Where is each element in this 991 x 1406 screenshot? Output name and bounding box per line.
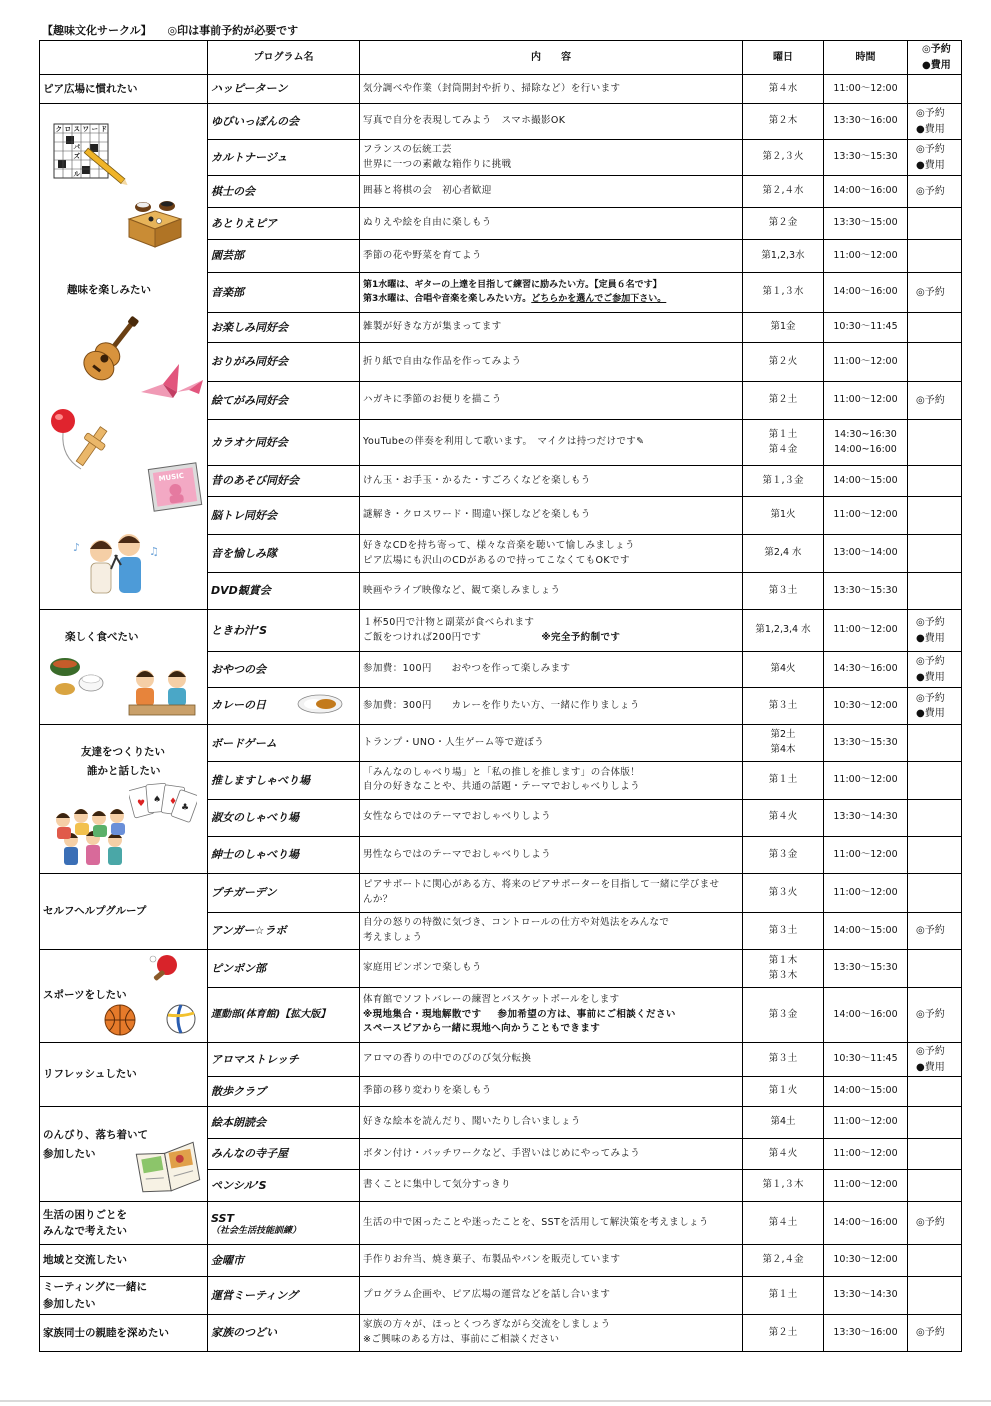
svg-text:♣: ♣: [181, 803, 190, 813]
program-name: 散歩クラブ: [208, 1077, 360, 1107]
go-board-illustration: [123, 197, 185, 255]
content-cell: 参加費：100円 おやつを作って楽しみます: [360, 652, 743, 688]
content-cell: 生活の中で困ったことや迷ったことを、SSTを活用して解決策を考えましょう: [360, 1202, 743, 1245]
category-cell: セルフヘルプグループ: [40, 874, 208, 950]
time-cell: 13:30～15:00: [824, 208, 908, 240]
svg-text:♠: ♠: [153, 795, 162, 805]
day-cell: 第３金: [743, 988, 824, 1043]
svg-text:ル: ル: [73, 169, 80, 178]
time-cell: 11:00～12:00: [824, 1107, 908, 1139]
program-name: カラオケ同好会: [208, 420, 360, 466]
note-cell: [908, 762, 962, 799]
day-cell: 第1火: [743, 497, 824, 535]
program-name: ゆびいっぽんの会: [208, 104, 360, 140]
table-row: [40, 950, 962, 988]
day-cell: 第２土: [743, 1315, 824, 1352]
time-cell: 10:30～11:45: [824, 313, 908, 343]
content-cell: 家庭用ピンポンで楽しもう: [360, 950, 743, 988]
day-cell: 第２,４金: [743, 1245, 824, 1277]
note-cell: [908, 1077, 962, 1107]
note-cell: ◎予約 ●費用: [908, 652, 962, 688]
note-cell: [908, 313, 962, 343]
time-cell: 13:30～15:30: [824, 725, 908, 762]
content-cell: 好きな絵本を読んだり、聞いたりし合いましょう: [360, 1107, 743, 1139]
svg-text:♥: ♥: [137, 799, 146, 809]
kendama-illustration: [47, 407, 117, 487]
time-cell: 14:00～15:00: [824, 1077, 908, 1107]
note-cell: [908, 240, 962, 273]
program-name: 音を愉しみ隊: [208, 535, 360, 573]
day-cell: 第１土: [743, 762, 824, 799]
category-cell: ミーティングに一緒に 参加したい: [40, 1277, 208, 1315]
note-cell: ◎予約: [908, 273, 962, 313]
program-name: 運営ミーティング: [208, 1277, 360, 1315]
day-cell: 第2,4 水: [743, 535, 824, 573]
day-header: 曜日: [743, 41, 824, 75]
note-cell: ◎予約: [908, 1315, 962, 1352]
program-header: プログラム名: [208, 41, 360, 75]
note-cell: ◎予約: [908, 176, 962, 208]
note-cell: [908, 573, 962, 610]
content-cell: プログラム企画や、ピア広場の運営などを話し合います: [360, 1277, 743, 1315]
time-cell: 14:00～16:00: [824, 1202, 908, 1245]
time-cell: 13:00～14:00: [824, 535, 908, 573]
note-cell: [908, 950, 962, 988]
time-cell: 14:00～16:00: [824, 176, 908, 208]
program-name: 音楽部: [208, 273, 360, 313]
time-cell: 13:30～15:30: [824, 140, 908, 176]
svg-text:ス: ス: [73, 124, 80, 133]
note-cell: [908, 420, 962, 466]
note-cell: [908, 1139, 962, 1170]
day-cell: 第３金: [743, 836, 824, 873]
table-row: [40, 1245, 962, 1277]
program-name: カルトナージュ: [208, 140, 360, 176]
curry-plate-icon: [296, 692, 344, 719]
program-name: 脳トレ同好会: [208, 497, 360, 535]
category-cell: 地域と交流したい: [40, 1245, 208, 1277]
content-cell: 家族の方々が、ほっとくつろぎながら交流をしましょう ※ご興味のある方は、事前にご相談ください: [360, 1315, 743, 1352]
svg-text:ロ: ロ: [64, 124, 71, 133]
note-cell: ◎予約 ●費用: [908, 140, 962, 176]
program-name: 絵てがみ同好会: [208, 382, 360, 420]
time-cell: 11:00～12:00: [824, 382, 908, 420]
program-name: ピンポン部: [208, 950, 360, 988]
svg-text:♪: ♪: [73, 540, 81, 554]
volleyball-illustration: [165, 1003, 197, 1035]
svg-text:MUSIC: MUSIC: [158, 471, 185, 483]
program-name: ときわ汁’S: [208, 610, 360, 652]
time-cell: 11:00～12:00: [824, 343, 908, 382]
note-cell: [908, 1107, 962, 1139]
program-name: 昔のあそび同好会: [208, 466, 360, 497]
svg-text:ー: ー: [91, 124, 98, 133]
note-cell: ◎予約 ●費用: [908, 610, 962, 652]
time-cell: 11:00～12:00: [824, 75, 908, 104]
content-cell: ピアサポートに関心がある方、将来のピアサポーターを目指して一緒に学びませ んか？: [360, 874, 743, 913]
program-name: SST （社会生活技能訓練）: [208, 1202, 360, 1245]
day-cell: 第２,４水: [743, 176, 824, 208]
crossword-illustration: [52, 122, 132, 194]
day-cell: 第３土: [743, 913, 824, 950]
table-row: [40, 610, 962, 652]
category-cell: 楽しく食べたい: [40, 610, 208, 725]
pencil-icon: ✎: [636, 436, 645, 448]
content-cell: ボタン付け・パッチワークなど、手習いはじめにやってみよう: [360, 1139, 743, 1170]
day-cell: 第３土: [743, 688, 824, 725]
basketball-illustration: [103, 1003, 137, 1037]
time-cell: 11:00～12:00: [824, 762, 908, 799]
program-name: ボードゲーム: [208, 725, 360, 762]
time-cell: 11:00～12:00: [824, 497, 908, 535]
day-cell: 第３土: [743, 1043, 824, 1077]
day-cell: 第２火: [743, 343, 824, 382]
svg-text:ワ: ワ: [82, 124, 89, 133]
table-row: [40, 1315, 962, 1352]
time-cell: 11:00～12:00: [824, 874, 908, 913]
day-cell: 第２金: [743, 208, 824, 240]
program-name: プチガーデン: [208, 874, 360, 913]
music-cd-illustration: [147, 462, 203, 512]
time-cell: 11:00～12:00: [824, 240, 908, 273]
day-cell: 第１土: [743, 1277, 824, 1315]
program-name: 園芸部: [208, 240, 360, 273]
meal-illustration: [47, 651, 107, 701]
time-cell: 13:30～16:00: [824, 104, 908, 140]
table-row: [40, 1107, 962, 1139]
day-cell: 第２土: [743, 382, 824, 420]
day-cell: 第４水: [743, 75, 824, 104]
note-cell: [908, 836, 962, 873]
day-cell: 第4火: [743, 652, 824, 688]
content-cell: 自分の怒りの特徴に気づき、コントロールの仕方や対処法をみんなで 考えましょう: [360, 913, 743, 950]
time-cell: 13:30～15:30: [824, 950, 908, 988]
program-name: カレーの日: [208, 688, 360, 725]
day-cell: 第４火: [743, 799, 824, 836]
content-cell: 参加費：300円 カレーを作りたい方、一緒に作りましょう: [360, 688, 743, 725]
note-cell: ◎予約: [908, 382, 962, 420]
day-cell: 第３土: [743, 573, 824, 610]
program-name: お楽しみ同好会: [208, 313, 360, 343]
content-cell: 折り紙で自由な作品を作ってみよう: [360, 343, 743, 382]
category-cell: 家族同士の親睦を深めたい: [40, 1315, 208, 1352]
time-cell: 13:30～14:30: [824, 799, 908, 836]
program-name: 金曜市: [208, 1245, 360, 1277]
note-cell: [908, 208, 962, 240]
category-cell: ピア広場に慣れたい: [40, 75, 208, 104]
day-cell: 第４土: [743, 1202, 824, 1245]
content-cell: 手作りお弁当、焼き菓子、布製品やパンを販売しています: [360, 1245, 743, 1277]
content-cell: ぬりえや絵を自由に楽しもう: [360, 208, 743, 240]
category-cell: スポーツをしたい: [40, 950, 208, 1043]
content-cell: 謎解き・クロスワード・間違い探しなどを楽しもう: [360, 497, 743, 535]
table-row: [40, 1202, 962, 1245]
note-cell: [908, 1245, 962, 1277]
program-name: 家族のつどい: [208, 1315, 360, 1352]
program-name: おやつの会: [208, 652, 360, 688]
time-cell: 14:30~16:30 14:00~16:00: [824, 420, 908, 466]
note-cell: ◎予約: [908, 1202, 962, 1245]
time-cell: 10:30～11:45: [824, 1043, 908, 1077]
content-cell: YouTubeの伴奏を利用して歌います。 マイクは持つだけです✎: [360, 420, 743, 466]
program-name: 紳士のしゃべり場: [208, 836, 360, 873]
page-title: 【趣味文化サークル】: [42, 24, 152, 37]
time-cell: 14:30～16:00: [824, 652, 908, 688]
note-cell: ◎予約: [908, 988, 962, 1043]
time-header: 時間: [824, 41, 908, 75]
day-cell: 第３火: [743, 874, 824, 913]
time-cell: 14:00～16:00: [824, 273, 908, 313]
karaoke-singers-illustration: [71, 525, 163, 607]
content-header: 内 容: [360, 41, 743, 75]
program-name: みんなの寺子屋: [208, 1139, 360, 1170]
day-cell: 第１土 第４金: [743, 420, 824, 466]
time-cell: 10:30～12:00: [824, 688, 908, 725]
program-name: アンガー☆ラボ: [208, 913, 360, 950]
table-header-row: [40, 41, 962, 75]
note-header: ◎予約 ●費用: [908, 41, 962, 75]
content-cell: 第1水曜は、ギターの上達を目指して練習に励みたい方。【定員６名です】 第3水曜は、合唱や音楽を楽しみたい方。どちらかを選んでご参加下さい。: [360, 273, 743, 313]
content-cell: けん玉・お手玉・かるた・すごろくなどを楽しもう: [360, 466, 743, 497]
category-cell: のんびり、落ち着いて 参加したい: [40, 1107, 208, 1202]
program-name: 運動部(体育館)【拡大版】: [208, 988, 360, 1043]
table-row: [40, 1277, 962, 1315]
picture-book-illustration: [135, 1139, 201, 1195]
note-cell: [908, 799, 962, 836]
category-cell: 友達をつくりたい 誰かと話したい ♥ ♠ ♦ ♣: [40, 725, 208, 874]
day-cell: 第２木: [743, 104, 824, 140]
category-header: [40, 41, 208, 75]
content-cell: 季節の花や野菜を育てよう: [360, 240, 743, 273]
note-cell: [908, 1170, 962, 1202]
day-cell: 第１,３金: [743, 466, 824, 497]
page-note: ◎印は事前予約が必要です: [167, 24, 299, 37]
program-name: ペンシル’S: [208, 1170, 360, 1202]
svg-text:ズ: ズ: [73, 151, 80, 160]
note-cell: [908, 343, 962, 382]
content-cell: トランプ・UNO・人生ゲーム等で遊ぼう: [360, 725, 743, 762]
table-row: [40, 75, 962, 104]
note-cell: ◎予約: [908, 913, 962, 950]
content-cell: 女性ならではのテーマでおしゃべりしよう: [360, 799, 743, 836]
paper-crane-illustration: [139, 362, 205, 406]
table-row: [40, 874, 962, 913]
table-row: [40, 725, 962, 762]
day-cell: 第１木 第３木: [743, 950, 824, 988]
content-cell: 体育館でソフトバレーの練習とバスケットボールをします ※現地集合・現地解散です 参加希望の方は、事前にご相談ください スペースピアから一緒に現地へ向かうこともできます: [360, 988, 743, 1043]
note-cell: [908, 497, 962, 535]
content-cell: 好きなCDを持ち寄って、様々な音楽を聴いて愉しみましょう ピア広場にも沢山のCDがあるので持ってこなくてもOKです: [360, 535, 743, 573]
program-name: 絵本朗読会: [208, 1107, 360, 1139]
program-name: DVD観賞会: [208, 573, 360, 610]
content-cell: 書くことに集中して気分すっきり: [360, 1170, 743, 1202]
time-cell: 14:00～15:00: [824, 913, 908, 950]
time-cell: 11:00～12:00: [824, 836, 908, 873]
category-cell: リフレッシュしたい: [40, 1043, 208, 1107]
category-cell: ク ロ ス ワ ー ド パ ズ ル MUSIC ♪ ♫ 趣味を楽しみたい: [40, 104, 208, 610]
time-cell: 14:00～15:00: [824, 466, 908, 497]
content-cell: 囲碁と将棋の会 初心者歓迎: [360, 176, 743, 208]
time-cell: 11:00～12:00: [824, 1170, 908, 1202]
content-cell: フランスの伝統工芸 世界に一つの素敵な箱作りに挑戦: [360, 140, 743, 176]
content-cell: 映画やライブ映像など、観て楽しみましょう: [360, 573, 743, 610]
guitar-illustration: [83, 312, 141, 384]
page-header: [42, 22, 298, 38]
table-row: [40, 104, 962, 140]
time-cell: 10:30～12:00: [824, 1245, 908, 1277]
day-cell: 第2土 第4木: [743, 725, 824, 762]
content-cell: 写真で自分を表現してみよう スマホ撮影OK: [360, 104, 743, 140]
content-cell: 季節の移り変わりを楽しもう: [360, 1077, 743, 1107]
note-cell: [908, 75, 962, 104]
content-cell: ハガキに季節のお便りを描こう: [360, 382, 743, 420]
note-cell: ◎予約 ●費用: [908, 104, 962, 140]
content-cell: アロマの香りの中でのびのび気分転換: [360, 1043, 743, 1077]
time-cell: 13:30～14:30: [824, 1277, 908, 1315]
day-cell: 第1,2,3水: [743, 240, 824, 273]
content-cell: 「みんなのしゃべり場」と「私の推しを推します」の合体版！ 自分の好きなことや、共通の話題・テーマでおしゃべりしよう: [360, 762, 743, 799]
svg-text:♫: ♫: [149, 544, 159, 558]
svg-text:♦: ♦: [169, 797, 178, 807]
content-cell: 男性ならではのテーマでおしゃべりしよう: [360, 836, 743, 873]
day-cell: 第１,３木: [743, 1170, 824, 1202]
day-cell: 第1金: [743, 313, 824, 343]
day-cell: 第１火: [743, 1077, 824, 1107]
note-cell: [908, 725, 962, 762]
svg-text:パ: パ: [73, 142, 80, 151]
time-cell: 14:00～16:00: [824, 988, 908, 1043]
svg-text:ド: ド: [100, 124, 107, 133]
program-name: おりがみ同好会: [208, 343, 360, 382]
note-cell: [908, 535, 962, 573]
svg-text:ク: ク: [55, 124, 62, 133]
note-cell: ◎予約 ●費用: [908, 1043, 962, 1077]
time-cell: 11:00～12:00: [824, 1139, 908, 1170]
note-cell: ◎予約 ●費用: [908, 688, 962, 725]
day-cell: 第1,2,3,4 水: [743, 610, 824, 652]
time-cell: 13:30～15:30: [824, 573, 908, 610]
program-name: 推しますしゃべり場: [208, 762, 360, 799]
note-cell: [908, 874, 962, 913]
program-name: あとりえピア: [208, 208, 360, 240]
day-cell: 第２,３火: [743, 140, 824, 176]
program-name: 淑女のしゃべり場: [208, 799, 360, 836]
content-cell: １杯50円で汁物と副菜が食べられます ご飯をつければ200円です ※完全予約制です: [360, 610, 743, 652]
day-cell: 第４火: [743, 1139, 824, 1170]
ping-pong-illustration: [147, 953, 183, 985]
day-cell: 第4土: [743, 1107, 824, 1139]
program-name: 棋士の会: [208, 176, 360, 208]
time-cell: 13:30～16:00: [824, 1315, 908, 1352]
program-table: [39, 40, 962, 1352]
content-cell: 気分調べや作業（封筒開封や折り、掃除など）を行います: [360, 75, 743, 104]
group-of-friends-illustration: [49, 804, 139, 870]
program-name: アロマストレッチ: [208, 1043, 360, 1077]
day-cell: 第１,３水: [743, 273, 824, 313]
table-row: [40, 1043, 962, 1077]
eating-together-illustration: [127, 663, 197, 721]
page-bottom-edge: [0, 1400, 991, 1402]
note-cell: [908, 1277, 962, 1315]
category-cell: 生活の困りごとを みんなで考えたい: [40, 1202, 208, 1245]
note-cell: [908, 466, 962, 497]
playing-cards-illustration: [129, 780, 197, 828]
time-cell: 11:00～12:00: [824, 610, 908, 652]
program-name: ハッピーターン: [208, 75, 360, 104]
content-cell: 雑製が好きな方が集まってます: [360, 313, 743, 343]
